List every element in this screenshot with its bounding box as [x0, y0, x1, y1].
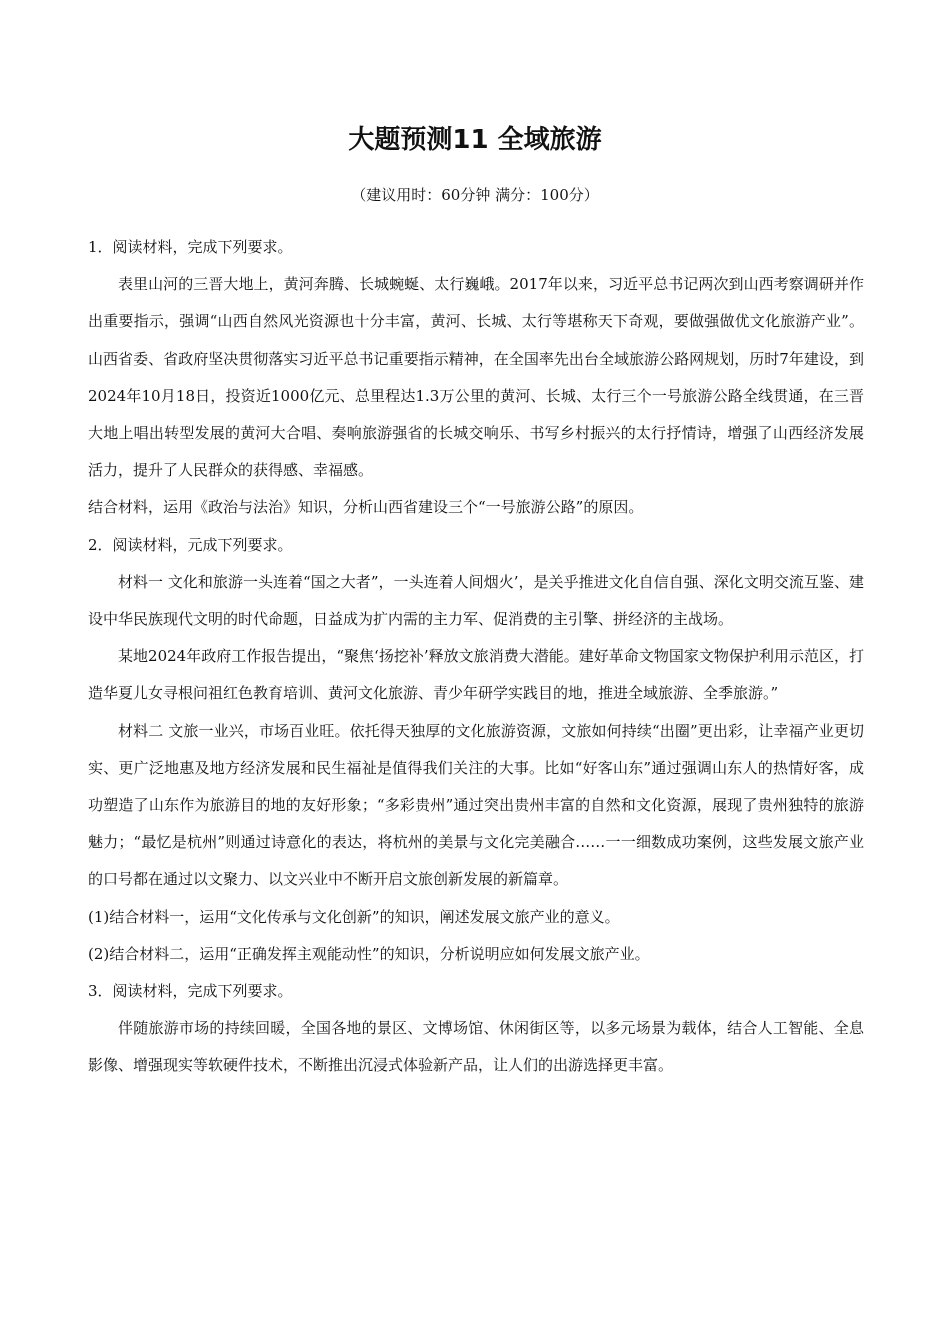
page-title: 大题预测11 全域旅游 — [348, 125, 602, 155]
question-1-material: 表里山河的三晋大地上，黄河奔腾、长城蜿蜒、太行巍峨。2017年以来，习近平总书记两次到山西考察调研并作出重要指示，强调“山西自然风光资源也十分丰富，黄河、长城、太行等堪称天下奇观，要做强做优文化旅游产业”。山西省委、省政府坚决贯彻落实习近平总书记重要指示精神，在全国率先出台全域旅游公路网规划，历时7年建设，到2024年10月18日，投资近1000亿元、总里程达1.3万公里的黄河、长城、太行三个一号旅游公路全线贯通，在三晋大地上唱出转型发展的黄河大合唱、奏响旅游强省的长城交响乐、书写乡村振兴的太行抒情诗，增强了山西经济发展活力，提升了人民群众的获得感、幸福感。 — [88, 275, 864, 480]
question-2-material-2: 材料二 文旅一业兴，市场百业旺。依托得天独厚的文化旅游资源，文旅如何持续“出圈”更出彩，让幸福产业更切实、更广泛地惠及地方经济发展和民生福祉是值得我们关注的大事。比如“好客山东”通过强调山东人的热情好客，成功塑造了山东作为旅游目的地的友好形象；“多彩贵州”通过突出贵州丰富的自然和文化资源，展现了贵州独特的旅游魅力；“最忆是杭州”则通过诗意化的表达，将杭州的美景与文化完美融合……一一细数成功案例，这些发展文旅产业的口号都在通过以文聚力、以文兴业中不断开启文旅创新发展的新篇章。 — [88, 721, 864, 889]
question-3-material: 伴随旅游市场的持续回暖，全国各地的景区、文博场馆、休闲街区等，以多元场景为载体，结合人工智能、全息影像、增强现实等软硬件技术，不断推出沉浸式体验新产品，让人们的出游选择更丰富。 — [88, 1019, 864, 1075]
question-2-material-1: 材料一 文化和旅游一头连着“国之大者”，一头连着人间烟火’，是关乎推进文化自信自强、深化文明交流互鉴、建设中华民族现代文明的时代命题，日益成为扩内需的主力军、促消费的主引擎、拼经济的主战场。 — [88, 572, 864, 629]
question-2-subquestion-2: (2)结合材料二，运用“正确发挥主观能动性”的知识，分析说明应如何发展文旅产业。 — [88, 944, 650, 963]
question-2-subquestion-1: (1)结合材料一，运用“文化传承与文化创新”的知识，阐述发展文旅产业的意义。 — [88, 907, 620, 926]
question-1-heading: 1．阅读材料，完成下列要求。 — [88, 238, 293, 256]
page-subtitle: （建议用时：60分钟 满分：100分） — [351, 186, 599, 204]
question-content — [88, 229, 864, 1085]
question-2-material-1-continued: 某地2024年政府工作报告提出，“聚焦‘扬挖补’释放文旅消费大潜能。建好革命文物国家文物保护利用示范区，打造华夏儿女寻根问祖红色教育培训、黄河文化旅游、青少年研学实践目的地，推进全域旅游、全季旅游。” — [88, 647, 864, 703]
question-2-heading: 2．阅读材料，元成下列要求。 — [88, 535, 293, 554]
question-3-heading: 3．阅读材料，完成下列要求。 — [88, 982, 293, 1001]
question-1-prompt: 结合材料，运用《政治与法治》知识，分析山西省建设三个“一号旅游公路”的原因。 — [88, 498, 644, 517]
